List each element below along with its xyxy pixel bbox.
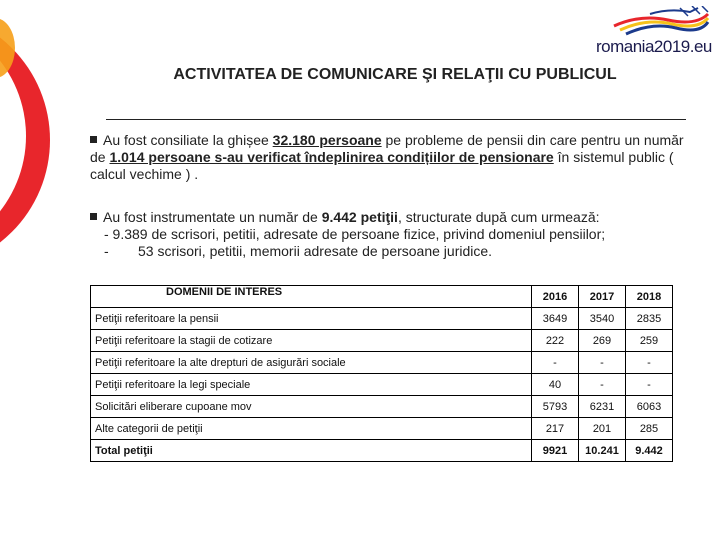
row-value: 3649 — [532, 308, 579, 330]
row-label: Alte categorii de petiţii — [91, 418, 532, 440]
header-year-2016: 2016 — [532, 286, 579, 308]
total-value: 10.241 — [579, 440, 626, 462]
row-value: 259 — [626, 330, 673, 352]
p1-mid: pe probleme de pensii din care pentru un număr de — [90, 132, 684, 165]
row-value: 285 — [626, 418, 673, 440]
table-row — [91, 308, 673, 330]
table-row — [91, 396, 673, 418]
page-title: ACTIVITATEA DE COMUNICARE ŞI RELAŢII CU PUBLICUL — [173, 66, 617, 83]
row-value: - — [626, 374, 673, 396]
row-value: - — [626, 352, 673, 374]
total-value: 9.442 — [626, 440, 673, 462]
row-label: Petiţii referitoare la pensii — [91, 308, 532, 330]
p2-tail: , structurate după cum urmează: — [397, 209, 600, 225]
row-value: 40 — [532, 374, 579, 396]
petitions-table — [90, 285, 673, 462]
p2-line2 — [90, 243, 690, 260]
p2-lead: Au fost instrumentate un număr de — [103, 209, 322, 225]
p2-line2-dash: - — [104, 243, 109, 259]
table-row — [91, 352, 673, 374]
square-bullet-icon — [90, 213, 97, 220]
paragraph-petitions — [90, 209, 690, 260]
row-value: 269 — [579, 330, 626, 352]
row-label: Petiţii referitoare la legi speciale — [91, 374, 532, 396]
header-year-2017: 2017 — [579, 286, 626, 308]
row-label: Solicitări eliberare cupoane mov — [91, 396, 532, 418]
table-total-row — [91, 440, 673, 462]
row-label: Petiţii referitoare la alte drepturi de asigurări sociale — [91, 352, 532, 374]
total-value: 9921 — [532, 440, 579, 462]
row-label: Petiţii referitoare la stagii de cotizare — [91, 330, 532, 352]
table-row — [91, 374, 673, 396]
romania2019-logo — [596, 6, 716, 56]
header-domain: DOMENII DE INTERES — [91, 286, 532, 308]
row-value: 217 — [532, 418, 579, 440]
row-value: 6063 — [626, 396, 673, 418]
logo-wave-icon — [610, 6, 710, 38]
table-row — [91, 418, 673, 440]
row-value: - — [532, 352, 579, 374]
row-value: 2835 — [626, 308, 673, 330]
p2-count: 9.442 petiţii — [321, 209, 398, 225]
row-value: 201 — [579, 418, 626, 440]
table-header-row — [91, 286, 673, 308]
p1-lead: Au fost consiliate la ghișee — [103, 132, 273, 148]
table-row — [91, 330, 673, 352]
p1-count: 32.180 persoane — [272, 132, 382, 148]
p2-line2-text: 53 scrisori, petitii, memorii adresate de persoane juridice. — [138, 243, 493, 259]
p2-line1: - 9.389 de scrisori, petitii, adresate de persoane fizice, privind domeniul pensiilor; — [104, 226, 606, 242]
row-value: - — [579, 374, 626, 396]
row-value: 222 — [532, 330, 579, 352]
logo-text: romania2019.eu — [596, 37, 712, 56]
row-value: 6231 — [579, 396, 626, 418]
p1-verified: 1.014 persoane s-au verificat îndeplinirea condițiilor de pensionare — [109, 149, 554, 165]
paragraph-consultations — [90, 132, 690, 183]
row-value: 5793 — [532, 396, 579, 418]
row-value: - — [579, 352, 626, 374]
total-label: Total petiţii — [91, 440, 532, 462]
p1-tail: în sistemul public ( calcul vechime ) . — [90, 149, 674, 182]
row-value: 3540 — [579, 308, 626, 330]
title-divider — [106, 119, 686, 120]
square-bullet-icon — [90, 136, 97, 143]
header-year-2018: 2018 — [626, 286, 673, 308]
